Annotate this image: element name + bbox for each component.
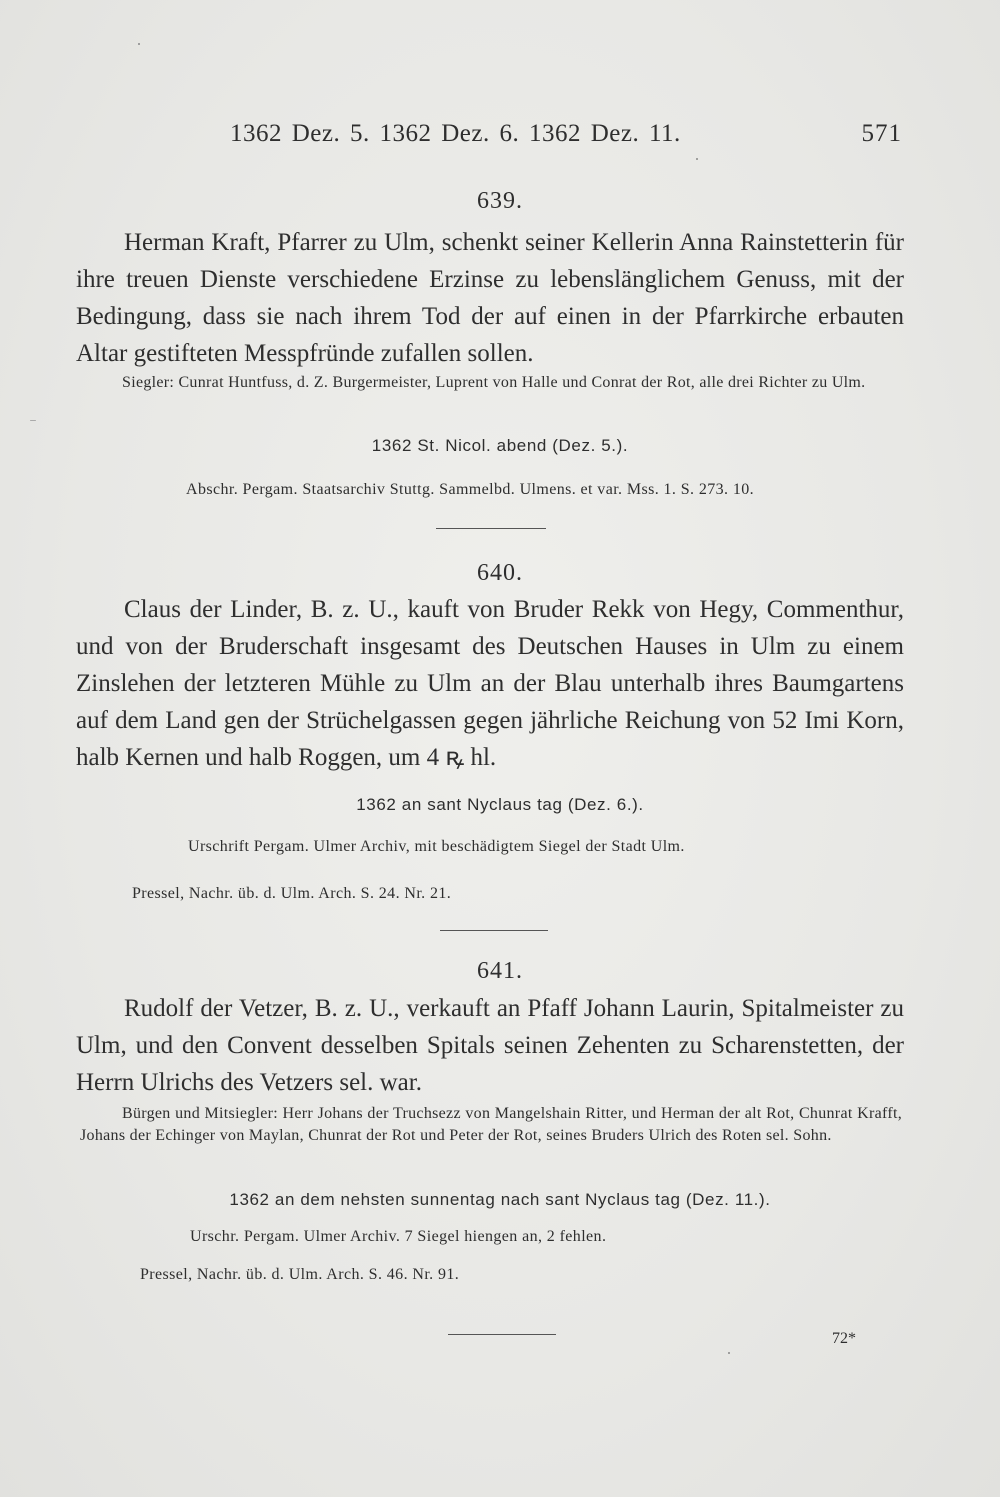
header-dates: 1362 Dez. 5. 1362 Dez. 6. 1362 Dez. 11. — [230, 120, 681, 147]
entry-639-sealers-note: Siegler: Cunrat Huntfuss, d. Z. Burgermeister, Luprent von Halle und Conrat der Rot, alle drei Richter zu Ulm. — [122, 374, 866, 391]
entry-640-source-original: Urschrift Pergam. Ulmer Archiv, mit beschädigtem Siegel der Stadt Ulm. — [188, 838, 685, 855]
entry-640-source-literature: Pressel, Nachr. üb. d. Ulm. Arch. S. 24. Nr. 21. — [132, 885, 452, 902]
entry-641-guarantors-note: Bürgen und Mitsiegler: Herr Johans der Truchsezz von Mangelshain Ritter, und Herman der alt Rot, Chunrat Krafft, Johans der Echinger von Maylan, Chunrat der Rot und Peter der Rot, seines Bruders Ulrich des Roten sel. Sohn. — [80, 1105, 902, 1144]
paper-speck — [30, 420, 36, 421]
paper-speck — [138, 43, 140, 45]
entry-639-source: Abschr. Pergam. Staatsarchiv Stuttg. Sammelbd. Ulmens. et var. Mss. 1. S. 273. 10. — [186, 481, 755, 498]
entry-641-date: 1362 an dem nehsten sunnentag nach sant Nyclaus tag (Dez. 11.). — [229, 1190, 771, 1209]
entry-641-text: Rudolf der Vetzer, B. z. U., verkauft an Pfaff Johann Laurin, Spitalmeister zu Ulm, und den Convent desselben Spitals seinen Zehenten zu Scharenstetten, der Herrn Ulrichs des Vetzers sel. war. — [76, 995, 904, 1096]
separator-rule — [440, 930, 548, 931]
entry-639-number: 639. — [477, 188, 523, 214]
separator-rule — [436, 528, 546, 529]
entry-639-text: Herman Kraft, Pfarrer zu Ulm, schenkt seiner Kellerin Anna Rainstetterin für ihre treuen Dienste verschiedene Erzinse zu lebenslänglichem Genuss, mit der Bedingung, dass sie nach ihrem Tod der auf einen in der Pfarrkirche erbauten Altar gestifteten Messpfründe zufallen sollen. — [76, 229, 904, 367]
entry-641-source-original: Urschr. Pergam. Ulmer Archiv. 7 Siegel hiengen an, 2 fehlen. — [190, 1228, 607, 1245]
paper-speck — [728, 1352, 730, 1354]
separator-rule — [448, 1334, 556, 1335]
entry-641-number: 641. — [477, 958, 523, 984]
page-number: 571 — [861, 120, 902, 147]
entry-640-number: 640. — [477, 560, 523, 586]
entry-640-date: 1362 an sant Nyclaus tag (Dez. 6.). — [356, 795, 644, 814]
paper-speck — [696, 158, 698, 160]
entry-640-text: Claus der Linder, B. z. U., kauft von Bruder Rekk von Hegy, Commenthur, und von der Bruderschaft insgesamt des Deutschen Hauses in Ulm zu einem Zinslehen der letzteren Mühle zu Ulm an der Blau unterhalb ihres Baumgartens auf dem Land gen der Strüchelgassen gegen jährliche Reichung von 52 Imi Korn, halb Kernen und halb Roggen, um 4 ꝶ hl. — [76, 596, 904, 771]
running-header — [230, 120, 902, 160]
entry-639-date: 1362 St. Nicol. abend (Dez. 5.). — [371, 436, 629, 455]
entry-641-source-literature: Pressel, Nachr. üb. d. Ulm. Arch. S. 46. Nr. 91. — [140, 1266, 460, 1283]
printer-signature: 72* — [832, 1330, 856, 1347]
